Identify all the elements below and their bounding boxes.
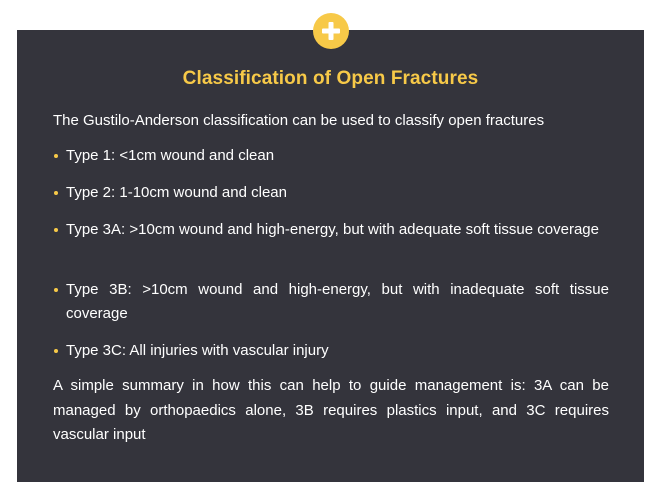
- list-item-text: Type 1: <1cm wound and clean: [66, 147, 275, 164]
- info-card: [17, 30, 644, 482]
- list-item-text: Type 3B: >10cm wound and high-energy, but with inadequate soft tissue coverage: [66, 281, 609, 322]
- list-item: [53, 181, 609, 205]
- list-item: [53, 218, 609, 242]
- list-item: [53, 144, 609, 168]
- list-item-text: Type 3A: >10cm wound and high-energy, but with adequate soft tissue coverage: [66, 221, 599, 238]
- list-item-text: Type 2: 1-10cm wound and clean: [66, 184, 287, 201]
- intro-text: The Gustilo-Anderson classification can be used to classify open fractures: [53, 112, 545, 129]
- list-item-text: Type 3C: All injuries with vascular injury: [66, 342, 329, 359]
- bullet-dot-icon: [54, 191, 58, 195]
- list-item: [53, 278, 609, 326]
- summary-text: A simple summary in how this can help to guide management is: 3A can be managed by orthopaedics alone, 3B requires plastics input, and 3C requires vascular input: [53, 377, 609, 443]
- card-title: Classification of Open Fractures: [182, 68, 479, 89]
- bullet-dot-icon: [54, 288, 58, 292]
- bullet-dot-icon: [54, 349, 58, 353]
- plus-icon-glyph: [320, 20, 342, 42]
- plus-icon: [313, 13, 349, 49]
- bullet-dot-icon: [54, 154, 58, 158]
- bullet-dot-icon: [54, 228, 58, 232]
- list-item: [53, 339, 609, 363]
